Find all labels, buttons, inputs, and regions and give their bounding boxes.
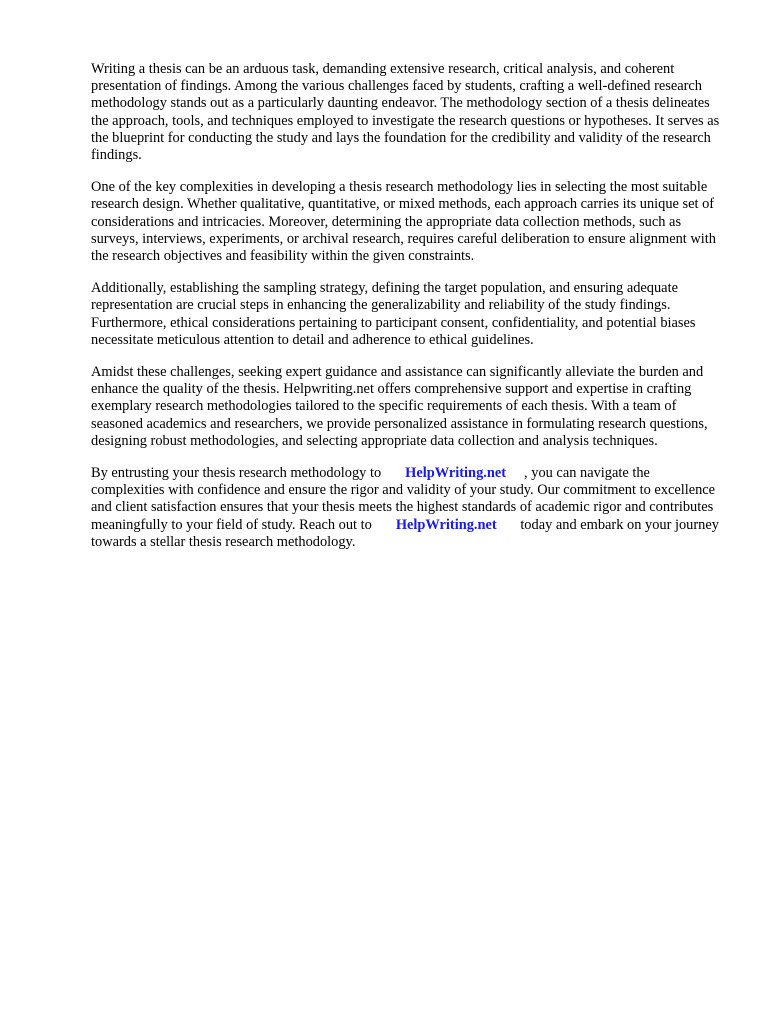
conclusion-text-3: today and embark on your journey towards a stellar thesis research methodology. — [91, 516, 719, 550]
document-body — [91, 61, 723, 566]
paragraph-conclusion — [91, 465, 723, 551]
helpwriting-link-1[interactable]: HelpWriting.net — [405, 465, 507, 482]
paragraph-assistance: Amidst these challenges, seeking expert guidance and assistance can significantly alleviate the burden and enhance the quality of the thesis. Helpwriting.net offers comprehensive support and expertise in crafting exemplary research methodologies tailored to the specific requirements of each thesis. With a team of seasoned academics and researchers, we provide personalized assistance in formulating research questions, designing robust methodologies, and selecting appropriate data collection and analysis techniques. — [91, 364, 708, 449]
conclusion-text-2: , you can navigate the complexities with confidence and ensure the rigor and validity of your study. Our commitment to excellence and client satisfaction ensures that your thesis meets the highest standards of academic rigor and contributes meaningfully to your field of study. Reach out to — [91, 465, 716, 533]
paragraph-intro: Writing a thesis can be an arduous task, demanding extensive research, critical analysis, and coherent presentation of findings. Among the various challenges faced by students, crafting a well-defined research methodology stands out as a particularly daunting endeavor. The methodology section of a thesis delineates the approach, tools, and techniques employed to investigate the research questions or hypotheses. It serves as the blueprint for conducting the study and lays the foundation for the credibility and validity of the research findings. — [91, 61, 720, 164]
paragraph-complexities: One of the key complexities in developing a thesis research methodology lies in selecting the most suitable research design. Whether qualitative, quantitative, or mixed methods, each approach carries its unique set of considerations and intricacies. Moreover, determining the appropriate data collection methods, such as surveys, interviews, experiments, or archival research, requires careful deliberation to ensure alignment with the research objectives and feasibility within the given constraints. — [91, 179, 716, 265]
conclusion-text-1: By entrusting your thesis research methodology to — [91, 465, 382, 482]
helpwriting-link-2[interactable]: HelpWriting.net — [395, 516, 497, 533]
paragraph-sampling-ethics: Additionally, establishing the sampling strategy, defining the target population, and ensuring adequate representation are crucial steps in enhancing the generalizability and reliability of the study findings. Furthermore, ethical considerations pertaining to participant consent, confidentiality, and potential biases necessitate meticulous attention to detail and adherence to ethical guidelines. — [91, 280, 696, 348]
